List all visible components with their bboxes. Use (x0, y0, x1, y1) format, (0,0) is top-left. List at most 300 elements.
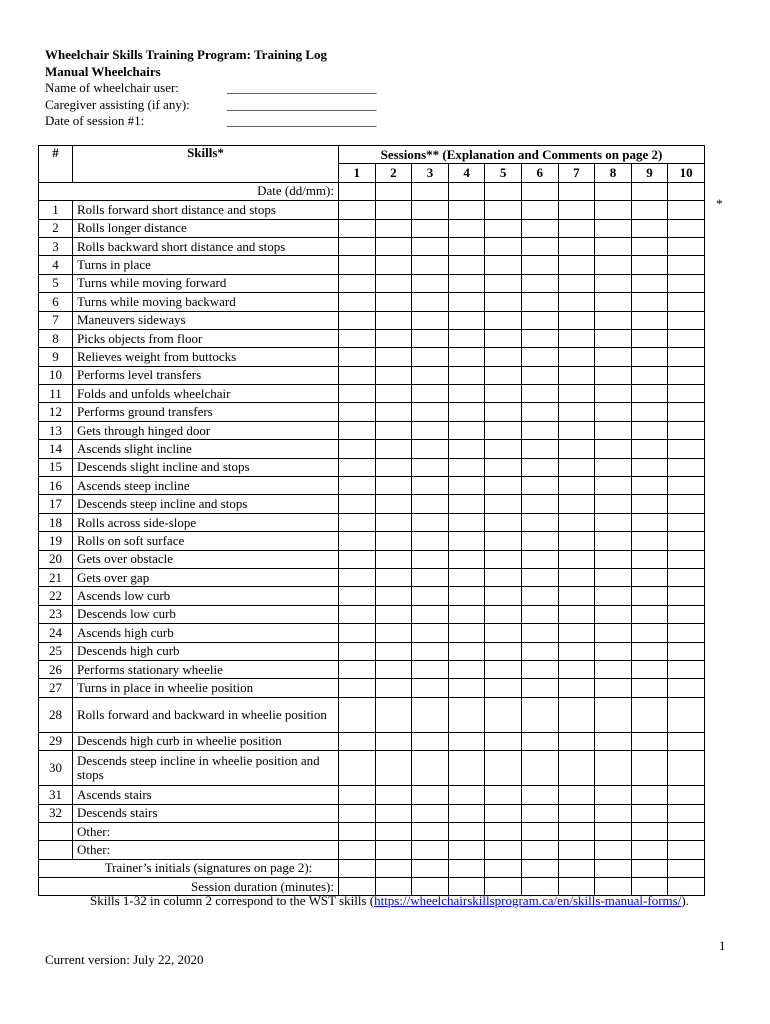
session-entry-cell[interactable] (558, 679, 595, 697)
session-entry-cell[interactable] (375, 366, 412, 384)
session-entry-cell[interactable] (485, 219, 522, 237)
session-entry-cell[interactable] (448, 804, 485, 822)
session-entry-cell[interactable] (412, 642, 449, 660)
session-entry-cell[interactable] (595, 311, 632, 329)
session-entry-cell[interactable] (631, 841, 668, 859)
session-entry-cell[interactable] (668, 624, 705, 642)
session-entry-cell[interactable] (595, 841, 632, 859)
session-entry-cell[interactable] (595, 219, 632, 237)
session-entry-cell[interactable] (521, 624, 558, 642)
session-entry-cell[interactable] (595, 403, 632, 421)
session-entry-cell[interactable] (485, 550, 522, 568)
session-entry-cell[interactable] (631, 237, 668, 255)
session-entry-cell[interactable] (631, 421, 668, 439)
session-entry-cell[interactable] (339, 477, 376, 495)
session-entry-cell[interactable] (412, 237, 449, 255)
session-entry-cell[interactable] (485, 660, 522, 678)
session-entry-cell[interactable] (631, 532, 668, 550)
session-entry-cell[interactable] (375, 605, 412, 623)
session-entry-cell[interactable] (595, 697, 632, 732)
session-entry-cell[interactable] (668, 311, 705, 329)
session-entry-cell[interactable] (521, 366, 558, 384)
session-entry-cell[interactable] (448, 182, 485, 200)
session-entry-cell[interactable] (339, 237, 376, 255)
field-blank-line[interactable]: _______________________ (227, 80, 377, 95)
session-entry-cell[interactable] (558, 348, 595, 366)
session-entry-cell[interactable] (668, 182, 705, 200)
session-entry-cell[interactable] (668, 513, 705, 531)
session-entry-cell[interactable] (668, 859, 705, 877)
session-entry-cell[interactable] (558, 751, 595, 786)
session-entry-cell[interactable] (668, 274, 705, 292)
session-entry-cell[interactable] (521, 219, 558, 237)
session-entry-cell[interactable] (448, 421, 485, 439)
session-entry-cell[interactable] (595, 822, 632, 840)
session-entry-cell[interactable] (668, 587, 705, 605)
session-entry-cell[interactable] (521, 311, 558, 329)
session-entry-cell[interactable] (631, 458, 668, 476)
session-entry-cell[interactable] (375, 421, 412, 439)
session-entry-cell[interactable] (448, 293, 485, 311)
session-entry-cell[interactable] (448, 642, 485, 660)
session-entry-cell[interactable] (485, 841, 522, 859)
session-entry-cell[interactable] (631, 587, 668, 605)
session-entry-cell[interactable] (668, 256, 705, 274)
session-entry-cell[interactable] (448, 348, 485, 366)
session-entry-cell[interactable] (521, 237, 558, 255)
session-entry-cell[interactable] (485, 458, 522, 476)
session-entry-cell[interactable] (339, 679, 376, 697)
session-entry-cell[interactable] (595, 786, 632, 804)
session-entry-cell[interactable] (448, 697, 485, 732)
skills-manual-link[interactable]: https://wheelchairskillsprogram.ca/en/skills-manual-forms/ (374, 893, 682, 908)
session-entry-cell[interactable] (339, 624, 376, 642)
session-entry-cell[interactable] (521, 587, 558, 605)
session-entry-cell[interactable] (595, 182, 632, 200)
session-entry-cell[interactable] (339, 274, 376, 292)
session-entry-cell[interactable] (521, 329, 558, 347)
session-entry-cell[interactable] (668, 201, 705, 219)
session-entry-cell[interactable] (485, 786, 522, 804)
session-entry-cell[interactable] (485, 642, 522, 660)
session-entry-cell[interactable] (412, 311, 449, 329)
session-entry-cell[interactable] (595, 532, 632, 550)
session-entry-cell[interactable] (375, 786, 412, 804)
session-entry-cell[interactable] (375, 440, 412, 458)
session-entry-cell[interactable] (595, 293, 632, 311)
session-entry-cell[interactable] (339, 329, 376, 347)
session-entry-cell[interactable] (339, 293, 376, 311)
session-entry-cell[interactable] (558, 385, 595, 403)
session-entry-cell[interactable] (448, 859, 485, 877)
session-entry-cell[interactable] (558, 274, 595, 292)
session-entry-cell[interactable] (412, 822, 449, 840)
session-entry-cell[interactable] (375, 822, 412, 840)
session-entry-cell[interactable] (521, 440, 558, 458)
session-entry-cell[interactable] (668, 786, 705, 804)
session-entry-cell[interactable] (485, 256, 522, 274)
session-entry-cell[interactable] (375, 532, 412, 550)
session-entry-cell[interactable] (339, 403, 376, 421)
session-entry-cell[interactable] (448, 219, 485, 237)
session-entry-cell[interactable] (668, 642, 705, 660)
session-entry-cell[interactable] (521, 513, 558, 531)
session-entry-cell[interactable] (521, 274, 558, 292)
caregiver-field[interactable] (45, 97, 377, 114)
session-entry-cell[interactable] (339, 440, 376, 458)
session-entry-cell[interactable] (668, 385, 705, 403)
session-entry-cell[interactable] (558, 495, 595, 513)
session-entry-cell[interactable] (521, 532, 558, 550)
session-entry-cell[interactable] (339, 532, 376, 550)
session-entry-cell[interactable] (558, 201, 595, 219)
session-entry-cell[interactable] (412, 751, 449, 786)
session-entry-cell[interactable] (412, 421, 449, 439)
session-entry-cell[interactable] (448, 550, 485, 568)
session-entry-cell[interactable] (558, 841, 595, 859)
session-entry-cell[interactable] (595, 385, 632, 403)
session-entry-cell[interactable] (412, 587, 449, 605)
session-entry-cell[interactable] (595, 859, 632, 877)
session-entry-cell[interactable] (375, 679, 412, 697)
session-entry-cell[interactable] (339, 786, 376, 804)
session-entry-cell[interactable] (558, 458, 595, 476)
session-entry-cell[interactable] (558, 532, 595, 550)
session-entry-cell[interactable] (521, 550, 558, 568)
session-entry-cell[interactable] (448, 274, 485, 292)
session-entry-cell[interactable] (631, 804, 668, 822)
session-entry-cell[interactable] (485, 495, 522, 513)
session-entry-cell[interactable] (631, 366, 668, 384)
session-entry-cell[interactable] (339, 732, 376, 750)
session-entry-cell[interactable] (595, 660, 632, 678)
session-entry-cell[interactable] (631, 751, 668, 786)
session-entry-cell[interactable] (448, 513, 485, 531)
session-entry-cell[interactable] (521, 660, 558, 678)
session-entry-cell[interactable] (485, 421, 522, 439)
session-entry-cell[interactable] (375, 237, 412, 255)
session-entry-cell[interactable] (558, 660, 595, 678)
session-entry-cell[interactable] (485, 237, 522, 255)
session-entry-cell[interactable] (521, 568, 558, 586)
session-entry-cell[interactable] (375, 274, 412, 292)
session-entry-cell[interactable] (485, 385, 522, 403)
session-entry-cell[interactable] (375, 311, 412, 329)
session-entry-cell[interactable] (485, 859, 522, 877)
session-entry-cell[interactable] (448, 458, 485, 476)
session-entry-cell[interactable] (558, 366, 595, 384)
session-entry-cell[interactable] (595, 237, 632, 255)
session-entry-cell[interactable] (558, 477, 595, 495)
session-entry-cell[interactable] (485, 440, 522, 458)
session-entry-cell[interactable] (339, 804, 376, 822)
session-entry-cell[interactable] (521, 201, 558, 219)
session-entry-cell[interactable] (668, 237, 705, 255)
session-entry-cell[interactable] (631, 697, 668, 732)
session-entry-cell[interactable] (558, 624, 595, 642)
session-entry-cell[interactable] (668, 732, 705, 750)
session-entry-cell[interactable] (631, 256, 668, 274)
session-entry-cell[interactable] (631, 822, 668, 840)
session-entry-cell[interactable] (595, 477, 632, 495)
session-entry-cell[interactable] (595, 679, 632, 697)
session-entry-cell[interactable] (412, 256, 449, 274)
session-entry-cell[interactable] (668, 660, 705, 678)
session-entry-cell[interactable] (595, 440, 632, 458)
session-entry-cell[interactable] (339, 841, 376, 859)
session-entry-cell[interactable] (339, 859, 376, 877)
session-entry-cell[interactable] (558, 568, 595, 586)
session-entry-cell[interactable] (485, 624, 522, 642)
session-entry-cell[interactable] (448, 679, 485, 697)
session-entry-cell[interactable] (448, 329, 485, 347)
session-entry-cell[interactable] (448, 587, 485, 605)
session-entry-cell[interactable] (558, 550, 595, 568)
session-entry-cell[interactable] (668, 477, 705, 495)
session-entry-cell[interactable] (558, 440, 595, 458)
session-entry-cell[interactable] (595, 804, 632, 822)
session-entry-cell[interactable] (668, 219, 705, 237)
session-entry-cell[interactable] (412, 732, 449, 750)
session-entry-cell[interactable] (375, 293, 412, 311)
session-entry-cell[interactable] (412, 679, 449, 697)
session-entry-cell[interactable] (412, 329, 449, 347)
session-entry-cell[interactable] (375, 697, 412, 732)
session-entry-cell[interactable] (558, 219, 595, 237)
session-entry-cell[interactable] (448, 624, 485, 642)
session-entry-cell[interactable] (339, 256, 376, 274)
session-entry-cell[interactable] (485, 329, 522, 347)
session-entry-cell[interactable] (375, 587, 412, 605)
session-entry-cell[interactable] (668, 348, 705, 366)
session-entry-cell[interactable] (375, 256, 412, 274)
session-entry-cell[interactable] (595, 256, 632, 274)
session-entry-cell[interactable] (668, 329, 705, 347)
session-entry-cell[interactable] (448, 201, 485, 219)
field-blank-line[interactable]: _______________________ (227, 96, 377, 112)
session-entry-cell[interactable] (631, 786, 668, 804)
session-entry-cell[interactable] (412, 550, 449, 568)
session-entry-cell[interactable] (485, 477, 522, 495)
session-entry-cell[interactable] (521, 732, 558, 750)
session-entry-cell[interactable] (631, 219, 668, 237)
session-entry-cell[interactable] (485, 348, 522, 366)
session-entry-cell[interactable] (595, 495, 632, 513)
session-entry-cell[interactable] (595, 348, 632, 366)
session-entry-cell[interactable] (375, 182, 412, 200)
session-entry-cell[interactable] (485, 182, 522, 200)
session-entry-cell[interactable] (485, 822, 522, 840)
session-entry-cell[interactable] (558, 293, 595, 311)
session-entry-cell[interactable] (521, 679, 558, 697)
session-entry-cell[interactable] (485, 201, 522, 219)
session-entry-cell[interactable] (521, 697, 558, 732)
session-entry-cell[interactable] (412, 568, 449, 586)
session-entry-cell[interactable] (631, 440, 668, 458)
session-entry-cell[interactable] (595, 751, 632, 786)
session-entry-cell[interactable] (595, 732, 632, 750)
session-entry-cell[interactable] (521, 841, 558, 859)
session-entry-cell[interactable] (631, 859, 668, 877)
session-entry-cell[interactable] (521, 421, 558, 439)
session-entry-cell[interactable] (521, 642, 558, 660)
session-entry-cell[interactable] (558, 697, 595, 732)
session-entry-cell[interactable] (485, 293, 522, 311)
session-entry-cell[interactable] (412, 477, 449, 495)
session-entry-cell[interactable] (595, 550, 632, 568)
session-entry-cell[interactable] (485, 732, 522, 750)
session-entry-cell[interactable] (485, 804, 522, 822)
session-entry-cell[interactable] (375, 642, 412, 660)
session-entry-cell[interactable] (558, 822, 595, 840)
session-entry-cell[interactable] (339, 495, 376, 513)
session-entry-cell[interactable] (668, 751, 705, 786)
session-entry-cell[interactable] (339, 366, 376, 384)
session-entry-cell[interactable] (558, 311, 595, 329)
session-entry-cell[interactable] (521, 293, 558, 311)
session-entry-cell[interactable] (448, 256, 485, 274)
session-entry-cell[interactable] (412, 182, 449, 200)
session-entry-cell[interactable] (668, 532, 705, 550)
session-entry-cell[interactable] (412, 697, 449, 732)
session-entry-cell[interactable] (668, 568, 705, 586)
session-entry-cell[interactable] (375, 219, 412, 237)
user-name-field[interactable] (45, 80, 377, 97)
session-entry-cell[interactable] (668, 841, 705, 859)
session-entry-cell[interactable] (485, 366, 522, 384)
session-entry-cell[interactable] (595, 329, 632, 347)
session-entry-cell[interactable] (631, 679, 668, 697)
session-entry-cell[interactable] (339, 513, 376, 531)
session-entry-cell[interactable] (558, 403, 595, 421)
session-entry-cell[interactable] (339, 182, 376, 200)
session-entry-cell[interactable] (448, 605, 485, 623)
session-entry-cell[interactable] (375, 201, 412, 219)
session-entry-cell[interactable] (668, 679, 705, 697)
session-entry-cell[interactable] (412, 201, 449, 219)
session-entry-cell[interactable] (448, 403, 485, 421)
session-entry-cell[interactable] (375, 513, 412, 531)
session-entry-cell[interactable] (412, 366, 449, 384)
session-entry-cell[interactable] (412, 458, 449, 476)
session-entry-cell[interactable] (448, 385, 485, 403)
session-entry-cell[interactable] (521, 348, 558, 366)
session-entry-cell[interactable] (375, 458, 412, 476)
session-entry-cell[interactable] (631, 293, 668, 311)
session-entry-cell[interactable] (375, 859, 412, 877)
session-entry-cell[interactable] (339, 660, 376, 678)
session-entry-cell[interactable] (631, 201, 668, 219)
session-entry-cell[interactable] (558, 421, 595, 439)
session-entry-cell[interactable] (412, 495, 449, 513)
session-entry-cell[interactable] (412, 859, 449, 877)
session-entry-cell[interactable] (485, 697, 522, 732)
session-entry-cell[interactable] (558, 732, 595, 750)
session-entry-cell[interactable] (339, 421, 376, 439)
session-entry-cell[interactable] (631, 348, 668, 366)
session-entry-cell[interactable] (412, 440, 449, 458)
session-entry-cell[interactable] (668, 550, 705, 568)
session-entry-cell[interactable] (412, 513, 449, 531)
session-entry-cell[interactable] (448, 237, 485, 255)
session-entry-cell[interactable] (448, 440, 485, 458)
session-entry-cell[interactable] (595, 624, 632, 642)
session-entry-cell[interactable] (485, 274, 522, 292)
session-entry-cell[interactable] (448, 751, 485, 786)
session-entry-cell[interactable] (448, 366, 485, 384)
session-entry-cell[interactable] (595, 568, 632, 586)
session-entry-cell[interactable] (375, 804, 412, 822)
session-entry-cell[interactable] (339, 642, 376, 660)
session-entry-cell[interactable] (595, 587, 632, 605)
session-entry-cell[interactable] (631, 311, 668, 329)
session-entry-cell[interactable] (339, 348, 376, 366)
session-entry-cell[interactable] (668, 804, 705, 822)
session-entry-cell[interactable] (485, 311, 522, 329)
session-entry-cell[interactable] (668, 495, 705, 513)
session-entry-cell[interactable] (595, 642, 632, 660)
session-entry-cell[interactable] (595, 513, 632, 531)
session-entry-cell[interactable] (521, 385, 558, 403)
session-entry-cell[interactable] (339, 822, 376, 840)
session-entry-cell[interactable] (448, 532, 485, 550)
session-entry-cell[interactable] (631, 568, 668, 586)
session-entry-cell[interactable] (412, 786, 449, 804)
session-entry-cell[interactable] (339, 751, 376, 786)
session-entry-cell[interactable] (412, 532, 449, 550)
session-entry-cell[interactable] (668, 293, 705, 311)
session-entry-cell[interactable] (595, 605, 632, 623)
session-entry-cell[interactable] (339, 550, 376, 568)
session-entry-cell[interactable] (631, 550, 668, 568)
session-entry-cell[interactable] (412, 385, 449, 403)
session-entry-cell[interactable] (631, 660, 668, 678)
session-entry-cell[interactable] (595, 366, 632, 384)
session-entry-cell[interactable] (375, 624, 412, 642)
session-entry-cell[interactable] (448, 732, 485, 750)
session-entry-cell[interactable] (668, 697, 705, 732)
session-entry-cell[interactable] (558, 329, 595, 347)
session-entry-cell[interactable] (668, 421, 705, 439)
session-entry-cell[interactable] (412, 274, 449, 292)
session-entry-cell[interactable] (521, 477, 558, 495)
session-entry-cell[interactable] (668, 440, 705, 458)
session-entry-cell[interactable] (558, 513, 595, 531)
session-entry-cell[interactable] (339, 697, 376, 732)
session-entry-cell[interactable] (668, 458, 705, 476)
session-entry-cell[interactable] (558, 587, 595, 605)
session-entry-cell[interactable] (375, 660, 412, 678)
session-entry-cell[interactable] (375, 550, 412, 568)
session-entry-cell[interactable] (412, 605, 449, 623)
session-entry-cell[interactable] (448, 311, 485, 329)
session-entry-cell[interactable] (521, 182, 558, 200)
session-entry-cell[interactable] (448, 495, 485, 513)
session-entry-cell[interactable] (631, 329, 668, 347)
session-entry-cell[interactable] (339, 311, 376, 329)
session-entry-cell[interactable] (595, 201, 632, 219)
session-entry-cell[interactable] (595, 458, 632, 476)
session-entry-cell[interactable] (485, 605, 522, 623)
session-entry-cell[interactable] (521, 605, 558, 623)
session-entry-cell[interactable] (412, 403, 449, 421)
session-entry-cell[interactable] (375, 495, 412, 513)
session-entry-cell[interactable] (448, 477, 485, 495)
session-entry-cell[interactable] (631, 477, 668, 495)
session-entry-cell[interactable] (339, 219, 376, 237)
session-entry-cell[interactable] (521, 458, 558, 476)
session-entry-cell[interactable] (521, 822, 558, 840)
